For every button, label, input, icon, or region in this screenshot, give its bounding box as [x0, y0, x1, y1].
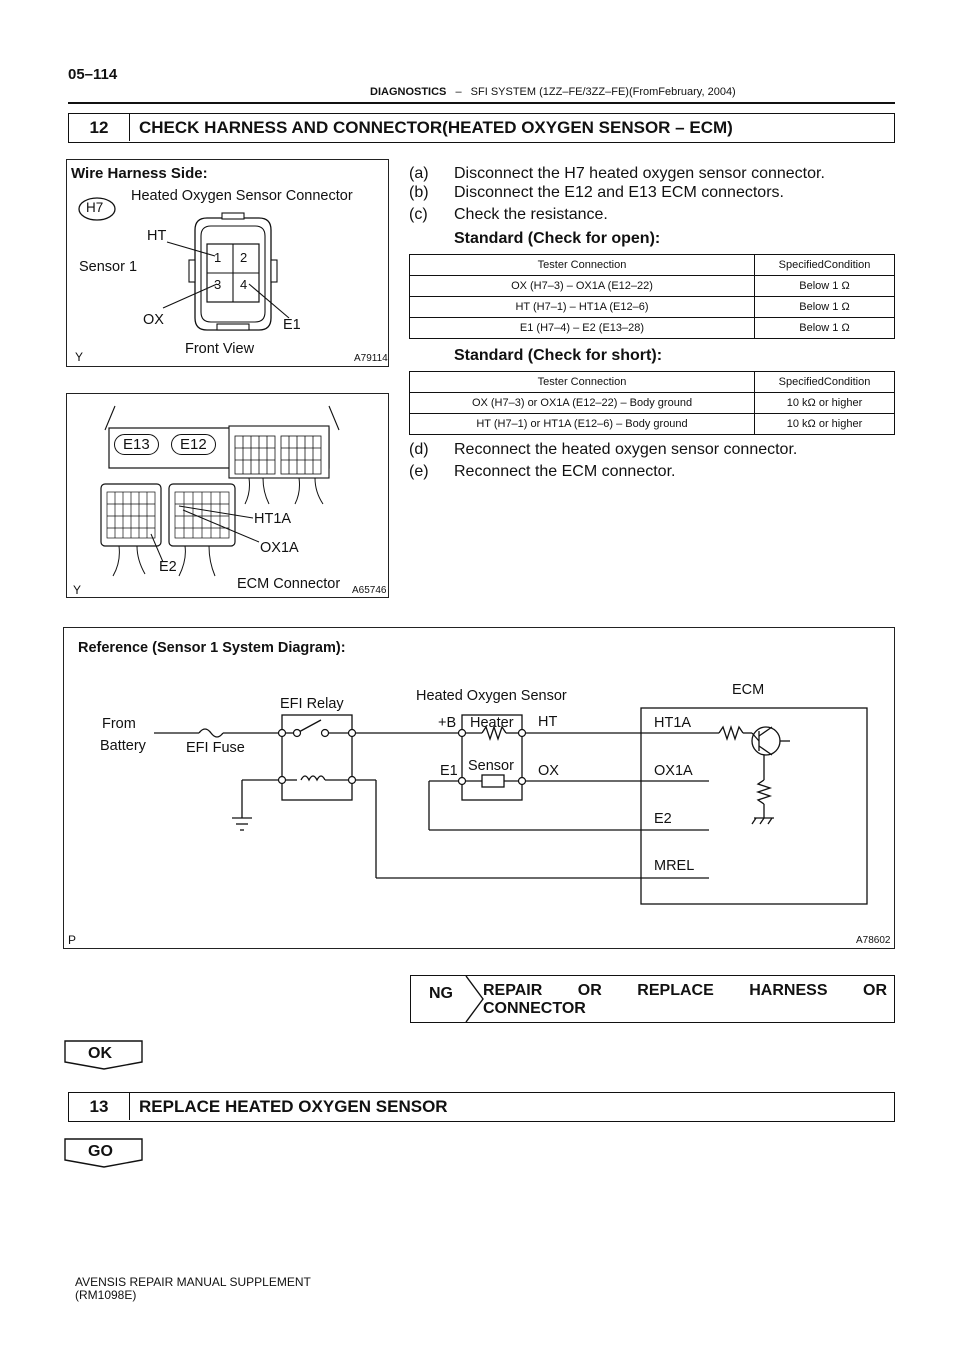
table-cell: Below 1 Ω	[755, 276, 895, 297]
ht-label: HT	[147, 228, 167, 244]
from-label: From	[102, 716, 136, 732]
pin-4: 4	[240, 277, 248, 292]
instruction-e	[409, 463, 429, 481]
instruction-tag: (d)	[409, 441, 429, 458]
ecm-connector-caption: ECM Connector	[237, 576, 341, 592]
instruction-c-text: Check the resistance.	[454, 206, 608, 223]
efi-fuse-label: EFI Fuse	[186, 740, 245, 756]
instruction-b-text: Disconnect the E12 and E13 ECM connectors.	[454, 184, 784, 201]
ox1a-label: OX1A	[654, 763, 693, 779]
system-diagram	[63, 627, 895, 949]
header-section: DIAGNOSTICS	[370, 86, 447, 98]
table-header-row	[410, 372, 895, 393]
ht1a-label: HT1A	[254, 511, 292, 527]
running-header	[370, 86, 736, 98]
ng-tag: NG	[429, 985, 453, 1002]
table-header: Tester Connection	[410, 255, 755, 276]
standard-open-label: Standard (Check for open):	[454, 230, 661, 247]
connector-figure	[66, 159, 389, 367]
table-row	[410, 393, 895, 414]
step-13-bar	[68, 1092, 895, 1122]
table-cell: HT (H7–1) – HT1A (E12–6)	[410, 297, 755, 318]
e2-label: E2	[159, 559, 177, 575]
table-cell: E1 (H7–4) – E2 (E13–28)	[410, 318, 755, 339]
sensor-1-label: Sensor 1	[79, 259, 138, 275]
table-header: SpecifiedCondition	[755, 255, 895, 276]
sensor-label: Sensor	[468, 758, 514, 774]
go-tag: GO	[88, 1143, 113, 1160]
table-header-row	[410, 255, 895, 276]
instruction-e-text: Reconnect the ECM connector.	[454, 463, 676, 480]
figure-code: A78602	[856, 935, 891, 946]
instruction-a	[409, 165, 429, 183]
plus-b-label: +B	[438, 715, 457, 731]
diagram-heading: Reference (Sensor 1 System Diagram):	[78, 640, 346, 656]
pin-1: 1	[214, 250, 222, 265]
e13-badge: E13	[114, 434, 159, 455]
instruction-b	[409, 184, 429, 202]
pin-2: 2	[240, 250, 248, 265]
header-rule	[68, 102, 895, 104]
circuit-drawing	[64, 628, 894, 948]
instruction-c	[409, 206, 428, 224]
ox1a-label: OX1A	[260, 540, 299, 556]
ng-action-line-1: REPAIR OR REPLACE HARNESS OR	[483, 982, 887, 999]
footer-line-1: AVENSIS REPAIR MANUAL SUPPLEMENT	[75, 1275, 311, 1289]
figure-code: A65746	[352, 585, 387, 596]
mrel-label: MREL	[654, 858, 695, 874]
page-number: 05–114	[68, 66, 118, 83]
efi-relay-label: EFI Relay	[280, 696, 344, 712]
e2-label: E2	[654, 811, 672, 827]
instruction-tag: (a)	[409, 165, 429, 182]
table-cell: Below 1 Ω	[755, 297, 895, 318]
e1-label: E1	[440, 763, 458, 779]
table-row	[410, 414, 895, 435]
pin-3: 3	[214, 277, 222, 292]
table-row	[410, 318, 895, 339]
heater-label: Heater	[470, 715, 514, 731]
table-cell: OX (H7–3) or OX1A (E12–22) – Body ground	[410, 393, 755, 414]
table-cell: 10 kΩ or higher	[755, 414, 895, 435]
e1-label: E1	[283, 317, 301, 333]
standard-open-table	[409, 254, 895, 339]
wire-harness-heading: Wire Harness Side:	[71, 165, 208, 182]
standard-short-label: Standard (Check for short):	[454, 347, 663, 364]
step-12-number: 12	[69, 114, 130, 141]
ecm-connector-figure	[66, 393, 389, 598]
table-cell: OX (H7–3) – OX1A (E12–22)	[410, 276, 755, 297]
step-12-title: CHECK HARNESS AND CONNECTOR(HEATED OXYGEN SENSOR – ECM)	[139, 118, 733, 137]
standard-short-table	[409, 371, 895, 435]
header-separator: –	[455, 86, 462, 98]
table-cell: 10 kΩ or higher	[755, 393, 895, 414]
ecm-label: ECM	[732, 682, 765, 698]
instruction-tag: (e)	[409, 463, 429, 480]
ox-label: OX	[143, 312, 164, 328]
footer-line-2: (RM1098E)	[75, 1288, 137, 1302]
front-view-label: Front View	[185, 341, 255, 357]
instruction-d-text: Reconnect the heated oxygen sensor connector.	[454, 441, 798, 458]
step-13-title: REPLACE HEATED OXYGEN SENSOR	[139, 1097, 448, 1116]
table-header: Tester Connection	[410, 372, 755, 393]
corner-mark: Y	[73, 583, 82, 597]
ok-tag: OK	[88, 1045, 112, 1062]
hos-label: Heated Oxygen Sensor	[416, 688, 567, 704]
h7-badge: H7	[86, 200, 104, 215]
ng-action-line-2: CONNECTOR	[483, 1000, 586, 1017]
table-header: SpecifiedCondition	[755, 372, 895, 393]
step-13-number: 13	[69, 1093, 130, 1120]
ng-result-box	[410, 975, 895, 1023]
instruction-a-text: Disconnect the H7 heated oxygen sensor connector.	[454, 165, 825, 182]
ox-label: OX	[538, 763, 559, 779]
instruction-tag: (b)	[409, 184, 429, 201]
corner-mark: P	[68, 933, 77, 947]
table-cell: Below 1 Ω	[755, 318, 895, 339]
table-row	[410, 276, 895, 297]
connector-title: Heated Oxygen Sensor Connector	[131, 188, 353, 204]
table-cell: HT (H7–1) or HT1A (E12–6) – Body ground	[410, 414, 755, 435]
ecm-connector-drawing	[67, 394, 388, 597]
battery-label: Battery	[100, 738, 146, 754]
instruction-tag: (c)	[409, 206, 428, 223]
instruction-d	[409, 441, 429, 459]
figure-code: A79114	[354, 353, 388, 364]
ht-label: HT	[538, 714, 558, 730]
table-row	[410, 297, 895, 318]
ht1a-label: HT1A	[654, 715, 692, 731]
corner-mark: Y	[75, 350, 84, 364]
step-12-bar	[68, 113, 895, 143]
header-subsection: SFI SYSTEM (1ZZ–FE/3ZZ–FE)(FromFebruary, 2004)	[470, 86, 736, 98]
e12-badge: E12	[171, 434, 216, 455]
